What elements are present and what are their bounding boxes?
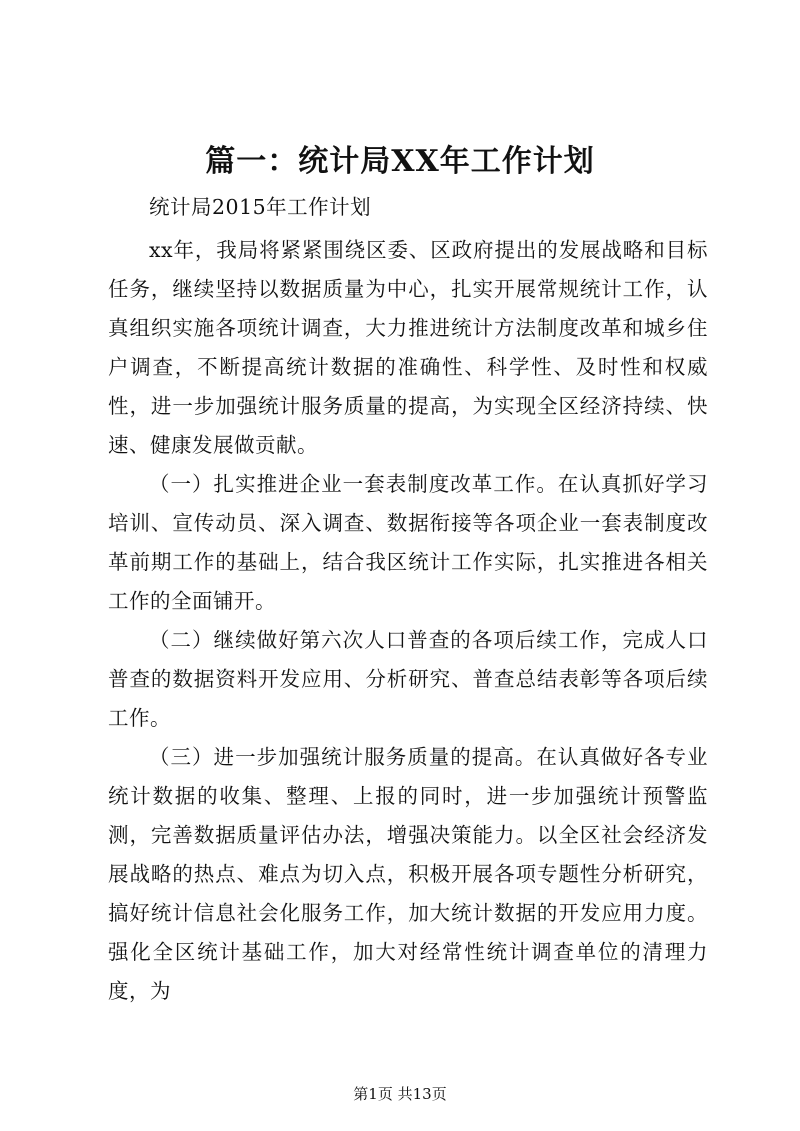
paragraph-section-3: （三）进一步加强统计服务质量的提高。在认真做好各专业统计数据的收集、整理、上报的同时，进一步加强统计预警监测，完善数据质量评估办法，增强决策能力。以全区社会经济发展战略的热点、难点为切入点，积极开展各项专题性分析研究，搞好统计信息社会化服务工作，加大统计数据的开发应用力度。强化全区统计基础工作，加大对经常性统计调查单位的清理力度，为	[108, 745, 708, 1003]
document-title: 篇一：统计局XX年工作计划	[205, 144, 595, 179]
paragraph-section-1: （一）扎实推进企业一套表制度改革工作。在认真抓好学习培训、宣传动员、深入调查、数据衔接等各项企业一套表制度改革前期工作的基础上，结合我区统计工作实际，扎实推进各相关工作的全面铺开。	[108, 472, 708, 613]
page-number-label: 第1页 共13页	[353, 1085, 447, 1103]
paragraph-intro: xx年，我局将紧紧围绕区委、区政府提出的发展战略和目标任务，继续坚持以数据质量为中心，扎实开展常规统计工作，认真组织实施各项统计调查，大力推进统计方法制度改革和城乡住户调查，不断提高统计数据的准确性、科学性、及时性和权威性，进一步加强统计服务质量的提高，为实现全区经济持续、快速、健康发展做贡献。	[108, 238, 708, 457]
page-footer	[0, 1082, 800, 1106]
document-body	[108, 188, 708, 1011]
document-subtitle: 统计局2015年工作计划	[149, 195, 372, 219]
paragraph-section-2: （二）继续做好第六次人口普查的各项后续工作，完成人口普查的数据资料开发应用、分析研究、普查总结表彰等各项后续工作。	[108, 628, 708, 730]
